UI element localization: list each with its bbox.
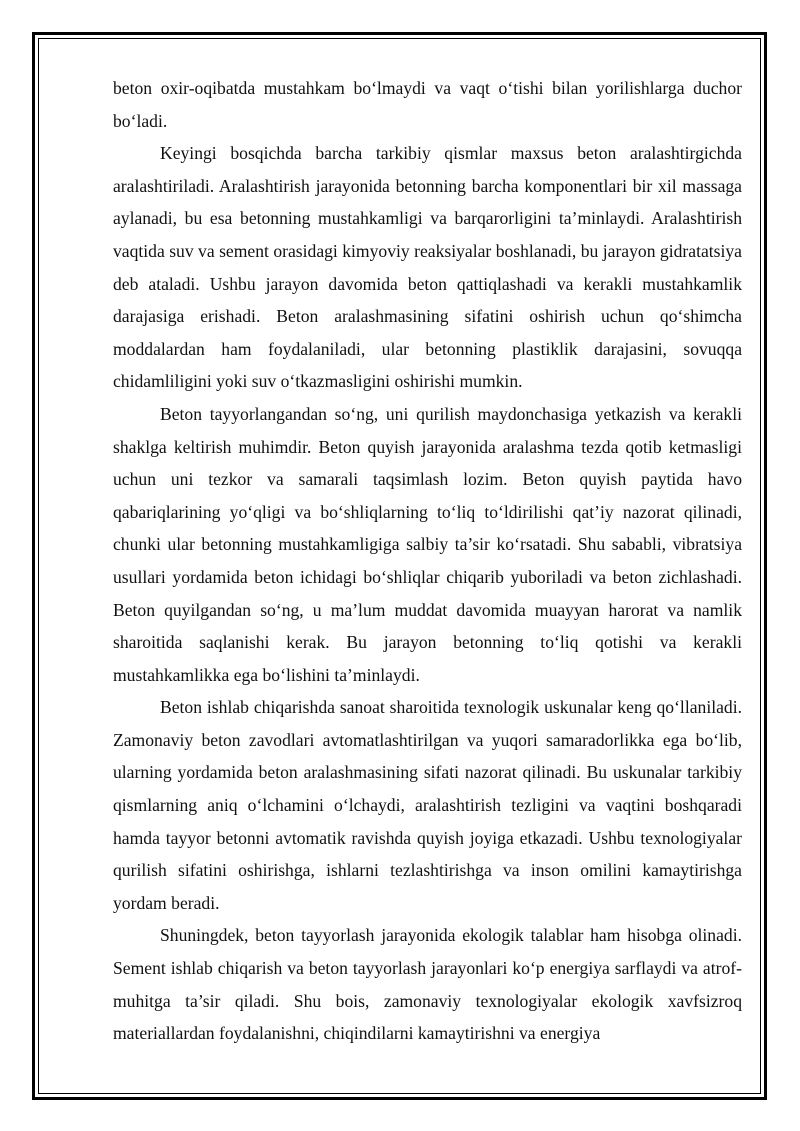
document-body: [113, 72, 742, 1050]
paragraph-3: Beton tayyorlangandan so‘ng, uni qurilish maydonchasiga yetkazish va kerakli shaklga keltirish muhimdir. Beton quyish jarayonida aralashma tezda qotib ketmasligi uchun uni tezkor va samarali taqsimlash lozim. Beton quyish paytida havo qabariqlarining yo‘qligi va bo‘shliqlarning to‘liq to‘ldirilishi qat’iy nazorat qilinadi, chunki ular betonning mustahkamligiga salbiy ta’sir ko‘rsatadi. Shu sababli, vibratsiya usullari yordamida beton ichidagi bo‘shliqlar chiqarib yuboriladi va beton zichlashadi. Beton quyilgandan so‘ng, u ma’lum muddat davomida muayyan harorat va namlik sharoitida saqlanishi kerak. Bu jarayon betonning to‘liq qotishi va kerakli mustahkamlikka ega bo‘lishini ta’minlaydi.: [113, 403, 742, 685]
paragraph-5: Shuningdek, beton tayyorlash jarayonida ekologik talablar ham hisobga olinadi. Sement ishlab chiqarish va beton tayyorlash jarayonlari ko‘p energiya sarflaydi va atrof-muhitga ta’sir qiladi. Shu bois, zamonaviy texnologiyalar ekologik xavfsizroq materiallardan foydalanishni, chiqindilarni kamaytirishni va energiya: [113, 925, 742, 1044]
paragraph-2: Keyingi bosqichda barcha tarkibiy qismlar maxsus beton aralashtirgichda aralashtiriladi. Aralashtirish jarayonida betonning barcha komponentlari bir xil massaga aylanadi, bu esa betonning mustahkamligi va barqarorligini ta’minlaydi. Aralashtirish vaqtida suv va sement orasidagi kimyoviy reaksiyalar boshlanadi, bu jarayon gidratatsiya deb ataladi. Ushbu jarayon davomida beton qattiqlashadi va kerakli mustahkamlik darajasiga erishadi. Beton aralashmasining sifatini oshirish uchun qo‘shimcha moddalardan ham foydalaniladi, ular betonning plastiklik darajasini, sovuqqa chidamliligini yoki suv o‘tkazmasligini oshirishi mumkin.: [113, 143, 742, 392]
paragraph-4: Beton ishlab chiqarishda sanoat sharoitida texnologik uskunalar keng qo‘llaniladi. Zamonaviy beton zavodlari avtomatlashtirilgan va yuqori samaradorlikka ega bo‘lib, ularning yordamida beton aralashmasining sifati nazorat qilinadi. Bu uskunalar tarkibiy qismlarning aniq o‘lchamini o‘lchaydi, aralashtirish tezligini va vaqtini boshqaradi hamda tayyor betonni avtomatik ravishda quyish joyiga etkazadi. Ushbu texnologiyalar qurilish sifatini oshirishga, ishlarni tezlashtirishga va inson omilini kamaytirishga yordam beradi.: [113, 697, 742, 913]
paragraph-1: beton oxir-oqibatda mustahkam bo‘lmaydi va vaqt o‘tishi bilan yorilishlarga duchor bo‘ladi.: [113, 78, 742, 131]
